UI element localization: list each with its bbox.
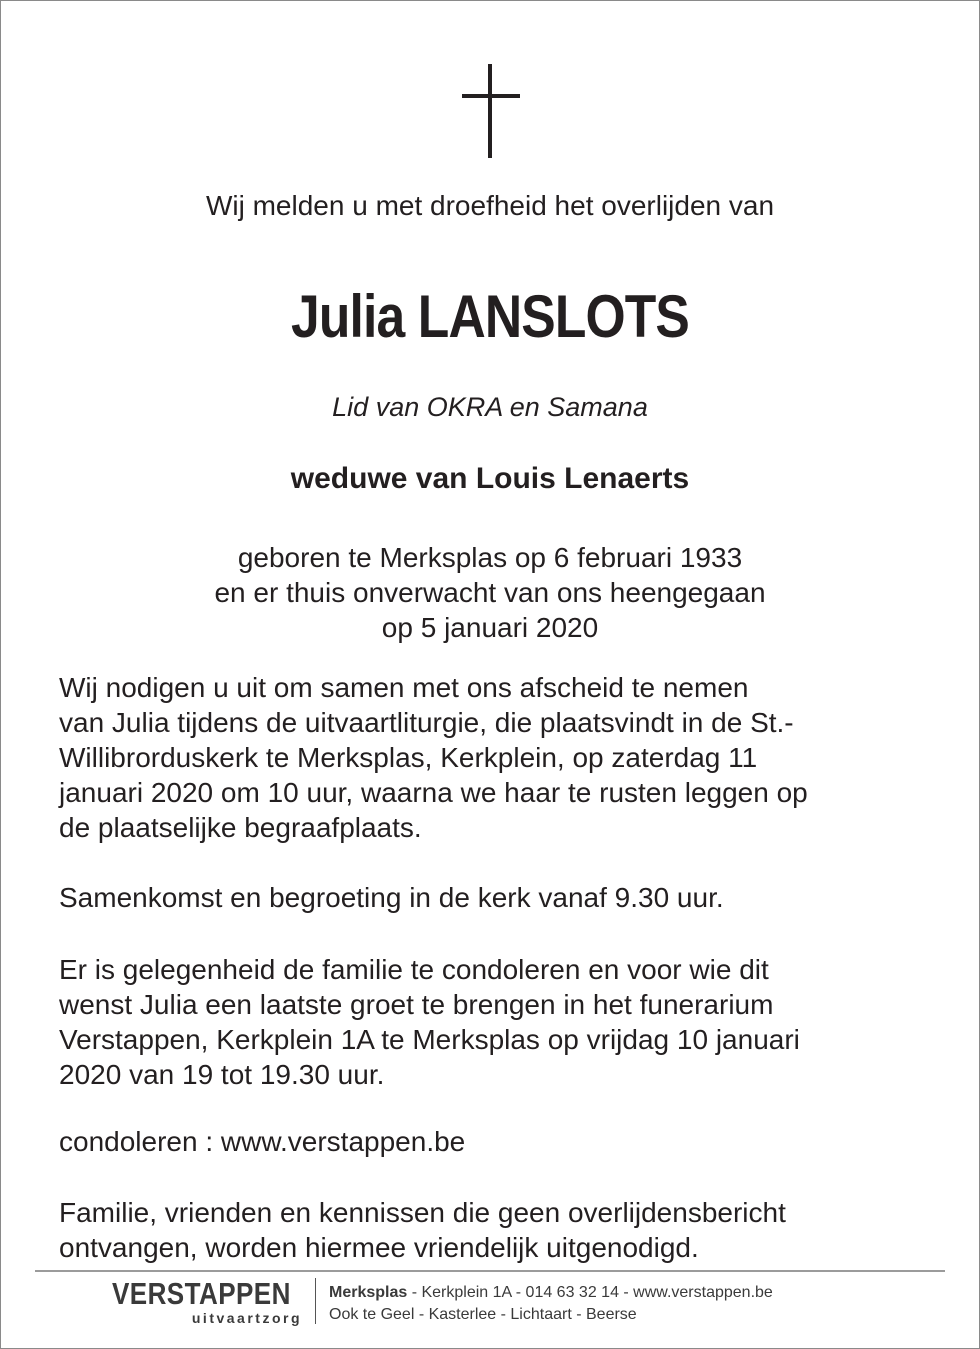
text-line: Verstappen, Kerkplein 1A te Merksplas op vrijdag 10 januari <box>59 1024 800 1055</box>
widow-text: weduwe van Louis Lenaerts <box>290 462 690 495</box>
address-line <box>329 1282 773 1304</box>
branches-line: Ook te Geel - Kasterlee - Lichtaart - Beerse <box>329 1306 637 1323</box>
gathering-paragraph <box>59 880 929 915</box>
text-line: wenst Julia een laatste groet te brengen in het funerarium <box>59 989 774 1020</box>
text-line: Willibrorduskerk te Merksplas, Kerkplein, op zaterdag 11 <box>59 742 758 773</box>
condolence-paragraph <box>59 952 929 1092</box>
footer-divider <box>35 1270 945 1272</box>
text-line: Wij nodigen u uit om samen met ons afscheid te nemen <box>59 672 749 703</box>
intro-text: Wij melden u met droefheid het overlijden van <box>205 190 775 221</box>
text-line: 2020 van 19 tot 19.30 uur. <box>59 1059 385 1090</box>
logo-subtitle: uitvaartzorg <box>191 1310 302 1326</box>
funeral-home-logo <box>112 1276 302 1326</box>
death-date-line: op 5 januari 2020 <box>381 612 599 643</box>
text-line: Samenkomst en begroeting in de kerk vanaf 9.30 uur. <box>59 882 724 913</box>
logo-wordmark: VERSTAPPEN <box>112 1276 291 1311</box>
born-line: geboren te Merksplas op 6 februari 1933 <box>237 542 743 573</box>
address-town: Merksplas <box>329 1284 408 1301</box>
invitation-paragraph <box>59 1195 929 1265</box>
condolence-website <box>59 1124 929 1159</box>
address-details: - Kerkplein 1A - 014 63 32 14 - www.verstappen.be <box>407 1284 773 1301</box>
text-line: condoleren : www.verstappen.be <box>59 1126 466 1157</box>
footer-separator <box>315 1278 316 1324</box>
text-line: ontvangen, worden hiermee vriendelijk uitgenodigd. <box>59 1232 699 1263</box>
text-line: Er is gelegenheid de familie te condoleren en voor wie dit <box>59 954 769 985</box>
funeral-paragraph <box>59 670 929 845</box>
footer-address <box>329 1282 773 1326</box>
text-line: Familie, vrienden en kennissen die geen overlijdensbericht <box>59 1197 786 1228</box>
deceased-name: Julia LANSLOTS <box>291 283 689 350</box>
text-line: van Julia tijdens de uitvaartliturgie, die plaatsvindt in de St.- <box>59 707 794 738</box>
passed-line: en er thuis onverwacht van ons heengegaan <box>214 577 766 608</box>
cross-icon <box>462 64 520 158</box>
text-line: de plaatselijke begraafplaats. <box>59 812 422 843</box>
membership-text: Lid van OKRA en Samana <box>332 392 648 422</box>
birth-death-info <box>0 540 980 645</box>
text-line: januari 2020 om 10 uur, waarna we haar te rusten leggen op <box>59 777 808 808</box>
